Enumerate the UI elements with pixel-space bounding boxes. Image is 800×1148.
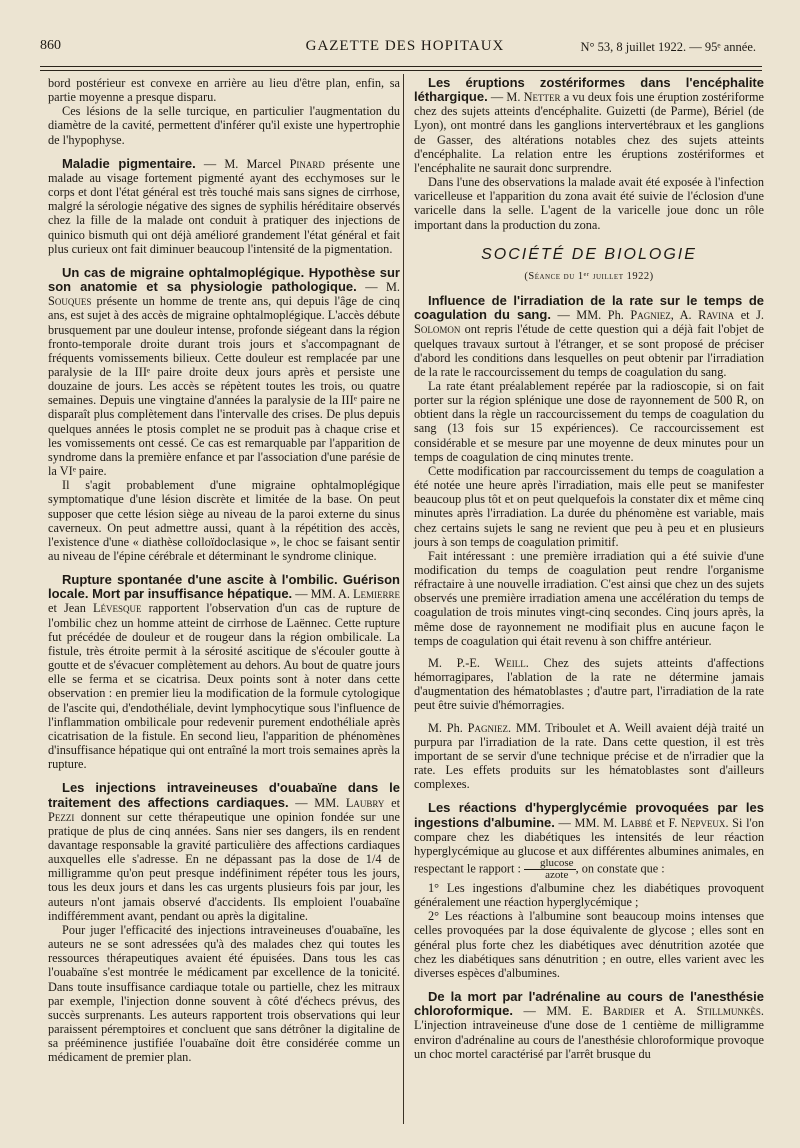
author-name: Pinard: [289, 156, 325, 171]
section-heading: SOCIÉTÉ DE BIOLOGIE: [481, 245, 697, 263]
article-maladie-pigmentaire: Maladie pigmentaire. — M. Marcel Pinard présente une malade au visage fortement pigmenté ayant des ecchymoses sur le corps et dont l'état général est très touché mais sans signes de cirrhose, malgré la sérologie négative des signes de syphilis héréditaire observés chez la fille de la malade ont conduit à pratiquer des injections de quinico bismuth qui ont déjà amélioré grandement l'état général et fait plus curieux ont fait diminuer beaucoup l'intensité de la pigmentation.: [48, 155, 400, 256]
author-name: Pezzi: [48, 809, 75, 824]
author-name: Laubry: [345, 795, 385, 810]
author-name: Bardier: [603, 1004, 645, 1019]
author-name: Lévesque: [92, 601, 142, 616]
paragraph: Dans l'une des observations la malade avait été exposée à l'infection varicelleuse et l'apparition du zona avait été suivie de l'éclosion d'une varicelle dans la selle. L'agent de la varicelle joue donc un rôle important dans la production du zona.: [414, 175, 764, 232]
author-name: Ravina: [698, 308, 735, 323]
paragraph: Ces lésions de la selle turcique, en particulier l'augmentation du diamètre de la cavité, permettent d'inférer qu'il existe une hypertrophie de l'hypophyse.: [48, 104, 400, 147]
article-title: Rupture spontanée d'une ascite à l'ombilic. Guérison locale. Mort par insuffisance hépatique.: [48, 572, 400, 602]
header-rule-thick: [40, 66, 762, 67]
author-name: Labbé: [620, 815, 653, 830]
comment-pagniez: M. Ph. Pagniez. MM. Triboulet et A. Weill avaient déjà traité un purpura par l'irradiation de la rate. Dans cette question, il est très important de se servir d'une technique précise et de n'irradier que la rate. Les effets produits sur les hématoblastes sont d'ailleurs complexes.: [414, 720, 765, 792]
article-title: Un cas de migraine ophtalmoplégique. Hypothèse sur son anatomie et sa physiologie pathologique.: [48, 264, 400, 295]
author-name: Weill: [494, 655, 526, 670]
article-title: Les réactions d'hyperglycémie provoquées par les ingestions d'albumine.: [414, 800, 764, 830]
paragraph: La rate étant préalablement repérée par la radioscopie, si on fait porter sur la région splénique une dose de rayonnement de 500 R, on obtient dans la règle un raccourcissement du temps de coagulation du sang (13 fois sur 15 expériences). Ce raccourcissement est considérable et se mesure par une moyenne de deux minutes pour un temps de coagulation de cinq minutes trente.: [414, 378, 764, 464]
article-title: Influence de l'irradiation de la rate sur le temps de coagulation du sang.: [414, 293, 764, 323]
article-rupture-ascite: Rupture spontanée d'une ascite à l'ombilic. Guérison locale. Mort par insuffisance hépatique. — MM. A. Lemierre et Jean Lévesque rapportent l'observation d'un cas de rupture de l'ombilic chez un homme atteint de cirrhose de Laënnec. Cette rupture fut précédée de douleur et de rougeur dans la région ombilicale. La fistule, très étroite permit à la sérosité ascitique de s'écouler goutte à goutte et de s'évacuer complètement au dehors. Au bout de quatre jours elle se ferma et se cicatrisa. Deux points sont à noter dans cette observation : en premier lieu la modification de la formule cytologique de l'ascite qui, d'endothéliale, devint lymphocytique sous l'influence de l'inflammation ombilicale pour redevenir purement endothéliale après cicatrisation de la fistule. En second lieu, l'apparition de phénomènes d'insuffisance hépatique qui ont entraîné la mort trois semaines après la rupture.: [48, 572, 401, 772]
author-name: Pagniez: [467, 720, 508, 735]
header-rule-thin: [40, 70, 762, 71]
paragraph: Pour juger l'efficacité des injections intraveineuses d'ouabaïne, les auteurs ne se sont adressées qu'à des malades chez qui toutes les ressources thérapeutiques avaient été épuisées. Dans tous les cas l'ouabaïne s'est montrée le médicament par excellence de la tonicité. Dans toute insuffisance cardiaque totale ou partielle, chez les mitraux par exemple, l'injection donne souvent à côté d'échecs prévus, des succès surprenants. Les auteurs rapportent trois observations qui leur paraissent péremptoires et concluent que sans détrôner la digitaline de sa prééminence justifiée l'ouabaïne doit être considérée comme un médicament de premier plan.: [48, 922, 400, 1065]
paragraph: bord postérieur est convexe en arrière au lieu d'être plan, enfin, sa partie moyenne a presque disparu.: [48, 76, 400, 105]
ratio-fraction: $\frac{\text{glucose}}{\text{azote}}$: [524, 858, 576, 881]
page-number: 860: [40, 38, 61, 53]
author-name: Nepveux: [681, 815, 726, 830]
journal-title: GAZETTE DES HOPITAUX: [305, 38, 505, 54]
author-name: Souques: [48, 294, 92, 309]
article-hyperglycemie: Les réactions d'hyperglycémie provoquées par les ingestions d'albumine. — MM. M. Labbé et F. Nepveux. Si l'on compare chez les diabétiques les intensités de leur réaction hyperglycémique au glucose et aux différentes albumines animales, en respectant le rapport : $\frac{\text{glucose}}{\text{azote}}$ , on constate que :: [414, 800, 764, 881]
issue-date: N° 53, 8 juillet 1922. — 95ᵉ année.: [580, 40, 756, 54]
paragraph: Il s'agit probablement d'une migraine ophtalmoplégique symptomatique d'une lésion discrète et limitée de la base. On peut supposer que cette lésion siège au niveau de la paroi externe du sinus caverneux. On peut admettre aussi, quant à la répétition des accès, l'existence d'une « diathèse colloïdoclasique », le choc se faisant sentir au niveau de l'épine cérébrale et déterminant le syndrome clinique.: [48, 478, 400, 563]
list-item: 2° Les réactions à l'albumine sont beaucoup moins intenses que celles provoquées par la dose équivalente de glycose ; elles sont en général plus forte chez les diabétiques avec dénutrition azotée que chez les diabétiques sans dénutrition ; en outre, elles varient avec les diverses espèces d'albumines.: [414, 909, 764, 980]
article-migraine: Un cas de migraine ophtalmoplégique. Hypothèse sur son anatomie et sa physiologie pathologique. — M. Souques présente un homme de trente ans, qui depuis l'âge de cinq ans, est sujet à des accès de migraine ophtalmoplégique. L'accès débute brusquement par une douleur intense, profonde siégeant dans la région fronto-temporale droite durant trois jours et s'accompagnant de fréquents vomissements bilieux. Cette douleur est remplacée par une paralysie de la IIIᵉ paire droite deux jours après et persiste une douzaine de jours. Les accès se répètent toutes les trois, ou quatre semaines. Depuis une vingtaine d'années la paralysie de la IIIᵉ paire ne disparaît plus complètement dans l'intervalle des crises. De plus depuis quelques années le ptosis complet ne se produit pas à chaque crise et les vomissements ont cessé. Ce cas est remarquable par l'apparition de syndrome dans la première enfance et par l'association d'une parésie de la VIᵉ paire.: [48, 264, 400, 479]
paragraph: Fait intéressant : une première irradiation qui a été suivie d'une modification du temps de coagulation peut rendre l'organisme réfractaire à une nouvelle irradiation. C'est ainsi que chez un des sujets observés une première irradiation amena une accélération du temps de coagulation de trois minutes vingt-cinq secondes. Cinq jours après, la même dose de rayonnement ne modifiait plus en aucune façon le temps de coagulation qui était revenu à son chiffre antérieur.: [414, 548, 764, 648]
author-name: Stillmunkès: [696, 1004, 761, 1019]
session-date: (Séance du 1ᵉʳ juillet 1922): [524, 270, 654, 282]
author-name: Lemierre: [352, 587, 400, 602]
author-name: Netter: [523, 90, 561, 105]
article-ouabaine: Les injections intraveineuses d'ouabaïne dans le traitement des affections cardiaques. — MM. Laubry et Pezzi donnent sur cette thérapeutique une opinion fondée sur une pratique de plus de cinq années. Sans nier ses dangers, ils en rendent davantage responsable la gravité particulière des affections cardiaques auxquelles elle s'adresse. En ne dépassant pas la dose de 1/4 de milligramme qu'on peut presque indéfiniment répéter tous les jours, tous les deux jours et dans les cas urgents plusieurs fois par jour, les auteurs n'ont jamais observé d'accidents. Ils emploient l'ouabaïne indifféremment avant, pendant ou après la digitaline.: [48, 780, 401, 923]
article-adrenaline: De la mort par l'adrénaline au cours de l'anesthésie chloroformique. — MM. E. Bardier et A. Stillmunkès. L'injection intraveineuse d'une dose de 1 centième de milligramme environ d'adrénaline au cours de l'anesthésie chloroformique provoque un choc mortel caractérisé par l'arrêt brusque du: [414, 989, 764, 1061]
right-column: [414, 76, 764, 1061]
list-item: 1° Les ingestions d'albumine chez les diabétiques provoquent généralement une réaction hyperglycémique ;: [414, 880, 764, 910]
article-title: Maladie pigmentaire.: [62, 155, 196, 171]
author-name: Solomon: [414, 322, 461, 337]
left-column: [48, 76, 400, 1064]
column-divider: [403, 74, 404, 1124]
author-name: Pagniez: [630, 308, 671, 323]
article-title: Les injections intraveineuses d'ouabaïne dans le traitement des affections cardiaques.: [48, 780, 400, 810]
comment-weill: M. P.-E. Weill. Chez des sujets atteints d'affections hémorragipares, l'ablation de la rate ne détermine jamais d'augmentation des hématoblastes ; d'autre part, l'irradiation de la rate peut être suivie d'hémorragies.: [414, 655, 764, 713]
article-title: Les éruptions zostériformes dans l'encéphalite léthargique.: [414, 75, 764, 105]
article-eruptions: Les éruptions zostériformes dans l'encéphalite léthargique. — M. Netter a vu deux fois une éruption zostériforme chez des sujets atteints d'encéphalite. Guizetti (de Parme), Bériel (de Lyon), ont montré dans les ganglions intervertébraux et les ganglions de Gasser, des altérations notables chez des sujets atteints d'encéphalite. La relation entre les éruptions zostériformes et l'encéphalite ne saurait donc surprendre.: [414, 75, 764, 175]
paragraph: Cette modification par raccourcissement du temps de coagulation a été notée une heure après l'irradiation, mais elle peut se manifester beaucoup plus tôt et on peut quelquefois la constater dix et même cinq minutes après l'irradiation. La durée du phénomène est variable, mais chez certains sujets le sang ne revient que peu à peu et en plusieurs jours à son temps de coagulation primitif.: [414, 463, 764, 549]
article-irradiation: Influence de l'irradiation de la rate sur le temps de coagulation du sang. — MM. Ph. Pagniez, A. Ravina et J. Solomon ont repris l'étude de cette question qui a déjà fait l'objet de quelques travaux surtout à l'étranger, et se sont proposé de préciser d'abord les conditions dans lesquelles on peut obtenir par l'irradiation de la rate le raccourcissement du temps de coagulation du sang.: [414, 293, 764, 379]
article-title: De la mort par l'adrénaline au cours de l'anesthésie chloroformique.: [414, 989, 764, 1019]
page-header: [32, 36, 778, 62]
